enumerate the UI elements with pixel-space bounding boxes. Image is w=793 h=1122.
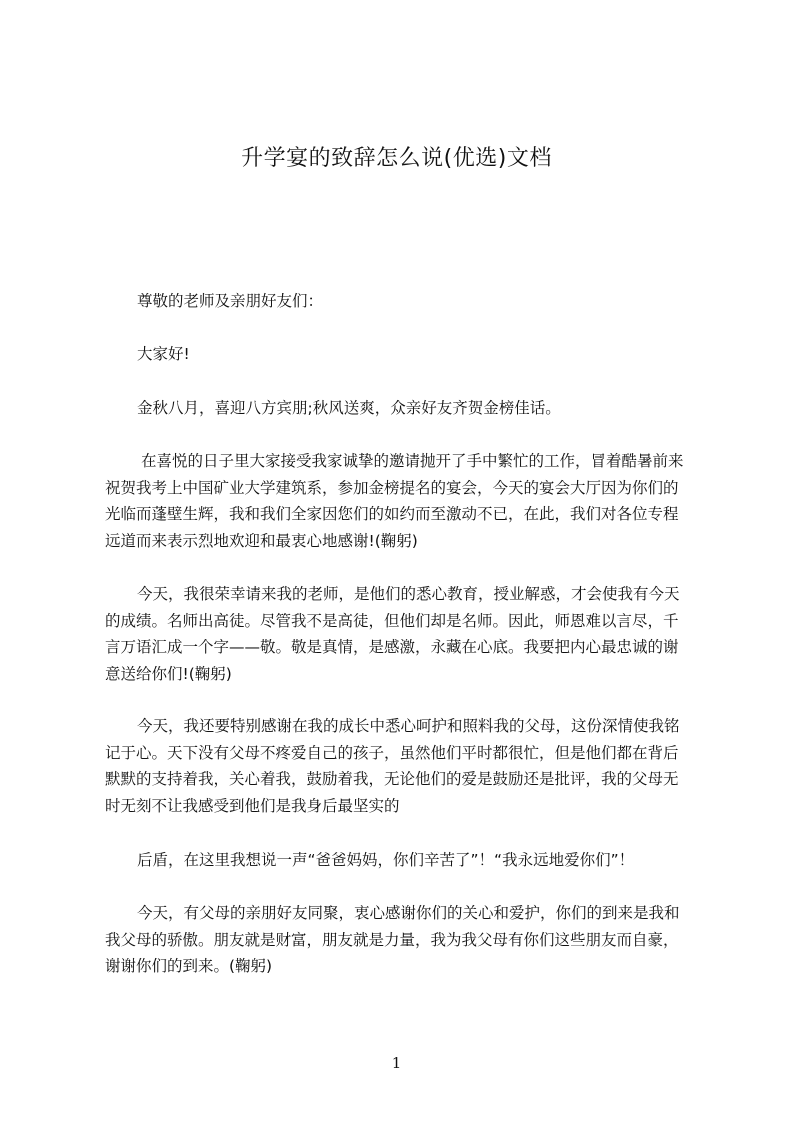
parents-paragraph <box>105 713 697 819</box>
opening-paragraph <box>105 395 697 422</box>
text-line: 谢谢你们的到来。(鞠躬) <box>105 957 273 975</box>
text-line: 我父母的骄傲。朋友就是财富，朋友就是力量，我为我父母有你们这些朋友而自豪， <box>105 930 679 949</box>
text-line: 的成绩。名师出高徒。尽管我不是高徒，但他们却是名师。因此，师恩难以言尽，千 <box>105 611 679 630</box>
text-line: 光临而蓬壁生辉，我和我们全家因您们的如约而至激动不已，在此，我们对各位专程 <box>105 505 679 523</box>
text-line: 今天，有父母的亲朋好友同聚，衷心感谢你们的关心和爱护，你们的到来是我和 <box>137 904 680 922</box>
document-title: 升学宴的致辞怎么说(优选)文档 <box>241 146 552 171</box>
text-line: 远道而来表示烈地欢迎和最衷心地感谢!(鞠躬) <box>105 531 418 550</box>
text-line: 记于心。天下没有父母不疼爱自己的孩子，虽然他们平时都很忙，但是他们都在背后 <box>105 743 679 762</box>
teachers-paragraph <box>105 581 697 687</box>
greeting-paragraph <box>105 288 697 315</box>
text-line: 大家好! <box>137 345 190 363</box>
text-line: 默默的支持着我，关心着我，鼓励着我，无论他们的爱是鼓励还是批评，我的父母无 <box>105 770 679 788</box>
welcome-paragraph <box>105 448 697 554</box>
text-line: 在喜悦的日子里大家接受我家诚挚的邀请抛开了手中繁忙的工作，冒着酷暑前来 <box>141 452 684 470</box>
text-line: 金秋八月，喜迎八方宾朋;秋风送爽，众亲好友齐贺金榜佳话。 <box>137 399 561 417</box>
hello-paragraph <box>105 341 697 368</box>
text-line: 意送给你们!(鞠躬) <box>105 664 232 683</box>
friends-paragraph <box>105 900 697 980</box>
text-line: 今天，我很荣幸请来我的老师，是他们的悉心教育，授业解惑，才会使我有今天 <box>137 585 680 603</box>
text-line: 今天，我还要特别感谢在我的成长中悉心呵护和照料我的父母，这份深情使我铭 <box>137 717 680 735</box>
text-line: 时无刻不让我感受到他们是我身后最坚实的 <box>105 796 400 815</box>
text-line: 后盾，在这里我想说一声“爸爸妈妈，你们辛苦了”！“我永远地爱你们”！ <box>137 851 635 869</box>
text-line: 言万语汇成一个字——敬。敬是真情，是感激，永藏在心底。我要把内心最忠诚的谢 <box>105 638 679 656</box>
text-line: 尊敬的老师及亲朋好友们： <box>137 292 324 310</box>
page-number: 1 <box>391 1054 402 1072</box>
text-line: 祝贺我考上中国矿业大学建筑系，参加金榜提名的宴会，今天的宴会大厅因为你们的 <box>105 478 679 497</box>
gratitude-paragraph <box>105 847 697 874</box>
